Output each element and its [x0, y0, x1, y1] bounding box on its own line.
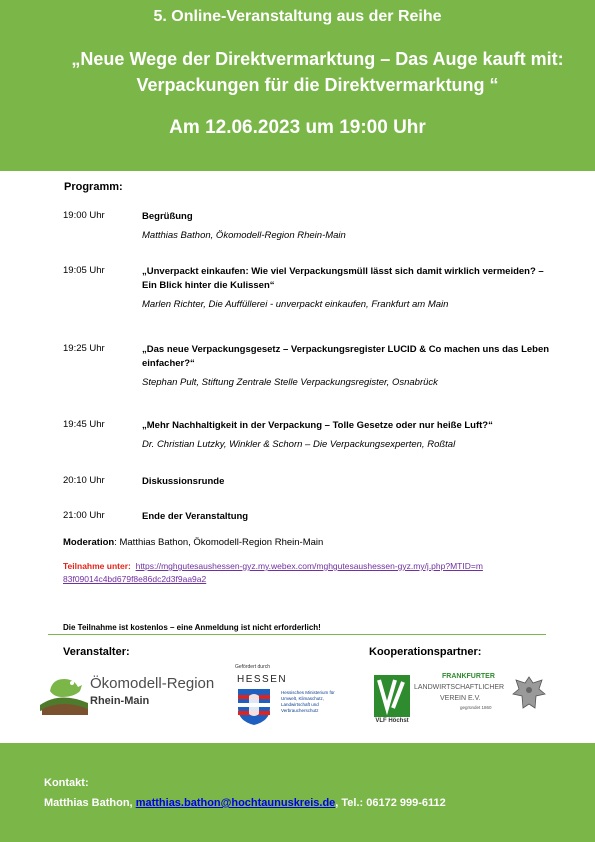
program-speaker: Matthias Bathon, Ökomodell-Region Rhein-Main: [142, 230, 346, 241]
program-speaker: Stephan Pult, Stiftung Zentrale Stelle Verpackungsregister, Osnabrück: [142, 377, 438, 388]
program-title: Diskussionsrunde: [142, 476, 225, 487]
program-speaker: Dr. Christian Lutzky, Winkler & Schorn – Die Verpackungsexperten, Roßtal: [142, 439, 456, 450]
participation-label: Teilnahme unter:: [63, 561, 131, 571]
contact-email-link[interactable]: matthias.bathon@hochtaunuskreis.de: [135, 797, 336, 809]
program-title: Begrüßung: [142, 211, 193, 222]
vlf-logo: [373, 674, 411, 726]
contact-label: Kontakt:: [44, 777, 89, 789]
moderation-line: [63, 537, 323, 548]
contact-phone: , Tel.: 06172 999-6112: [335, 797, 446, 809]
eagle-crest-icon: [512, 674, 546, 712]
program-title: Ende der Veranstaltung: [142, 511, 249, 522]
flv-line2: LANDWIRTSCHAFTLICHER: [414, 684, 505, 691]
flv-line4: gegründet 1860: [460, 705, 492, 710]
program-title: „Das neue Verpackungsgesetz – Verpackungsregister LUCID & Co machen uns das Leben einfacher?“: [142, 344, 550, 369]
partners-heading: Kooperationspartner:: [369, 646, 482, 658]
header-banner: [0, 0, 595, 171]
moderation-text: : Matthias Bathon, Ökomodell-Region Rhein-Main: [114, 537, 324, 548]
program-title: „Mehr Nachhaltigkeit in der Verpackung – Tolle Gesetze oder nur heiße Luft?“: [142, 420, 493, 431]
contact-name: Matthias Bathon,: [44, 797, 133, 809]
oekomodell-line2: Rhein-Main: [90, 695, 150, 707]
hessen-coat-of-arms-icon: [237, 688, 271, 726]
program-time: 19:05 Uhr: [63, 265, 105, 276]
contact-line: [44, 797, 446, 809]
webex-link[interactable]: https://mghgutesaushessen-gyz.my.webex.com/mghgutesaushessen-gyz.my/j.php?MTID=m83f09014c4bd679f8e86dc2d3f9aa9a2: [63, 561, 483, 584]
divider: [48, 634, 546, 635]
series-title: 5. Online-Veranstaltung aus der Reihe: [153, 8, 442, 25]
program-time: 19:25 Uhr: [63, 343, 105, 354]
event-title: „Neue Wege der Direktvermarktung – Das Auge kauft mit: Verpackungen für die Direktvermarktung “: [71, 49, 564, 95]
program-time: 20:10 Uhr: [63, 475, 105, 486]
oekomodell-logo: [38, 669, 228, 715]
vlf-caption: VLF Höchst: [375, 718, 409, 724]
program-time: 21:00 Uhr: [63, 510, 105, 521]
oekomodell-line1: Ökomodell-Region: [90, 675, 215, 692]
moderation-label: Moderation: [63, 537, 115, 548]
program-time: 19:00 Uhr: [63, 210, 105, 221]
free-participation-note: Die Teilnahme ist kostenlos – eine Anmeldung ist nicht erforderlich!: [63, 623, 321, 632]
program-time: 19:45 Uhr: [63, 419, 105, 430]
program-title: „Unverpackt einkaufen: Wie viel Verpackungsmüll lässt sich damit wirklich vermeiden? – Ein Blick hinter die Kulissen“: [142, 266, 544, 291]
flv-line1: FRANKFURTER: [442, 673, 495, 680]
participation-block: [63, 560, 483, 586]
hessen-ministry: Hessisches Ministerium für Umwelt, Klimaschutz, Landwirtschaft und Verbraucherschutz: [281, 690, 335, 713]
hessen-logo: [233, 664, 343, 726]
footer-banner: [0, 743, 595, 842]
program-heading: Programm:: [64, 181, 123, 193]
vlf-emblem-icon: [373, 674, 411, 718]
hessen-wordmark: HESSEN: [237, 674, 288, 685]
oekomodell-emblem-icon: [38, 669, 90, 715]
event-date: Am 12.06.2023 um 19:00 Uhr: [169, 117, 426, 138]
hessen-supertext: Gefördert durch: [235, 664, 271, 670]
flv-line3: VEREIN E.V.: [440, 695, 481, 702]
program-speaker: Marlen Richter, Die Auffüllerei - unverpackt einkaufen, Frankfurt am Main: [142, 299, 449, 310]
organizers-heading: Veranstalter:: [63, 646, 130, 658]
flv-logo: [414, 673, 510, 713]
